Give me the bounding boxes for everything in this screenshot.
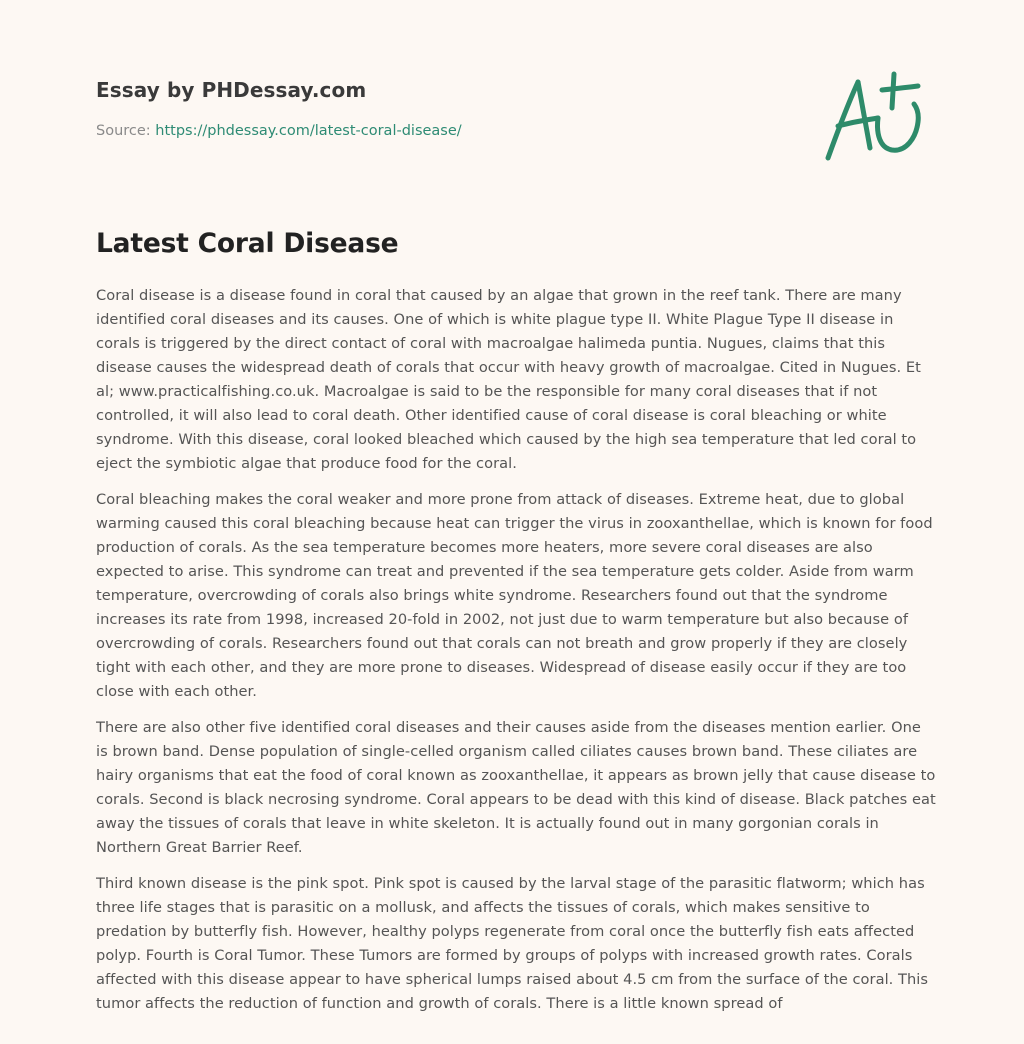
essay-body	[96, 284, 936, 1044]
essay-header	[96, 76, 796, 141]
source-link[interactable]: https://phdessay.com/latest-coral-disease/	[155, 123, 462, 139]
source-label: Source:	[96, 123, 151, 139]
essay-paragraph: There are also other five identified coral diseases and their causes aside from the diseases mention earlier. One is brown band. Dense population of single-celled organism called ciliates causes brown band. These ciliates are hairy organisms that eat the food of coral known as zooxanthellae, it appears as brown jelly that cause disease to corals. Second is black necrosing syndrome. Coral appears to be dead with this kind of disease. Black patches eat away the tissues of corals that leave in white skeleton. It is actually found out in many gorgonian corals in Northern Great Barrier Reef.	[96, 719, 936, 856]
essay-paragraph: Coral disease is a disease found in coral that caused by an algae that grown in the reef tank. There are many identified coral diseases and its causes. One of which is white plague type II. White Plague Type II disease in corals is triggered by the direct contact of coral with macroalgae halimeda puntia. Nugues, claims that this disease causes the widespread death of corals that occur with heavy growth of macroalgae. Cited in Nugues. Et al; www.practicalfishing.co.uk. Macroalgae is said to be the responsible for many coral diseases that if not controlled, it will also lead to coral death. Other identified cause of coral disease is coral bleaching or white syndrome. With this disease, coral looked bleached which caused by the high sea temperature that led coral to eject the symbiotic algae that produce food for the coral.	[96, 287, 921, 472]
source-line	[96, 121, 796, 141]
brand-title: Essay by PHDessay.com	[96, 78, 367, 102]
essay-paragraph: Third known disease is the pink spot. Pink spot is caused by the larval stage of the parasitic flatworm; which has three life stages that is parasitic on a mollusk, and affects the tissues of corals, which makes sensitive to predation by butterfly fish. However, healthy polyps regenerate from coral once the butterfly fish eats affected polyp. Fourth is Coral Tumor. These Tumors are formed by groups of polyps with increased growth rates. Corals affected with this disease appear to have spherical lumps raised about 4.5 cm from the surface of the coral. This tumor affects the reduction of function and growth of corals. There is a little known spread of	[96, 875, 929, 1012]
essay-paragraph: Coral bleaching makes the coral weaker and more prone from attack of diseases. Extreme heat, due to global warming caused this coral bleaching because heat can trigger the virus in zooxanthellae, which is known for food production of corals. As the sea temperature becomes more heaters, more severe coral diseases are also expected to arise. This syndrome can treat and prevented if the sea temperature gets colder. Aside from warm temperature, overcrowding of corals also brings white syndrome. Researchers found out that the syndrome increases its rate from 1998, increased 20-fold in 2002, not just due to warm temperature but also because of overcrowding of corals. Researchers found out that corals can not breath and grow properly if they are closely tight with each other, and they are more prone to diseases. Widespread of disease easily occur if they are too close with each other.	[96, 491, 933, 700]
essay-title: Latest Coral Disease	[96, 228, 399, 259]
a-plus-logo-icon	[822, 68, 926, 164]
